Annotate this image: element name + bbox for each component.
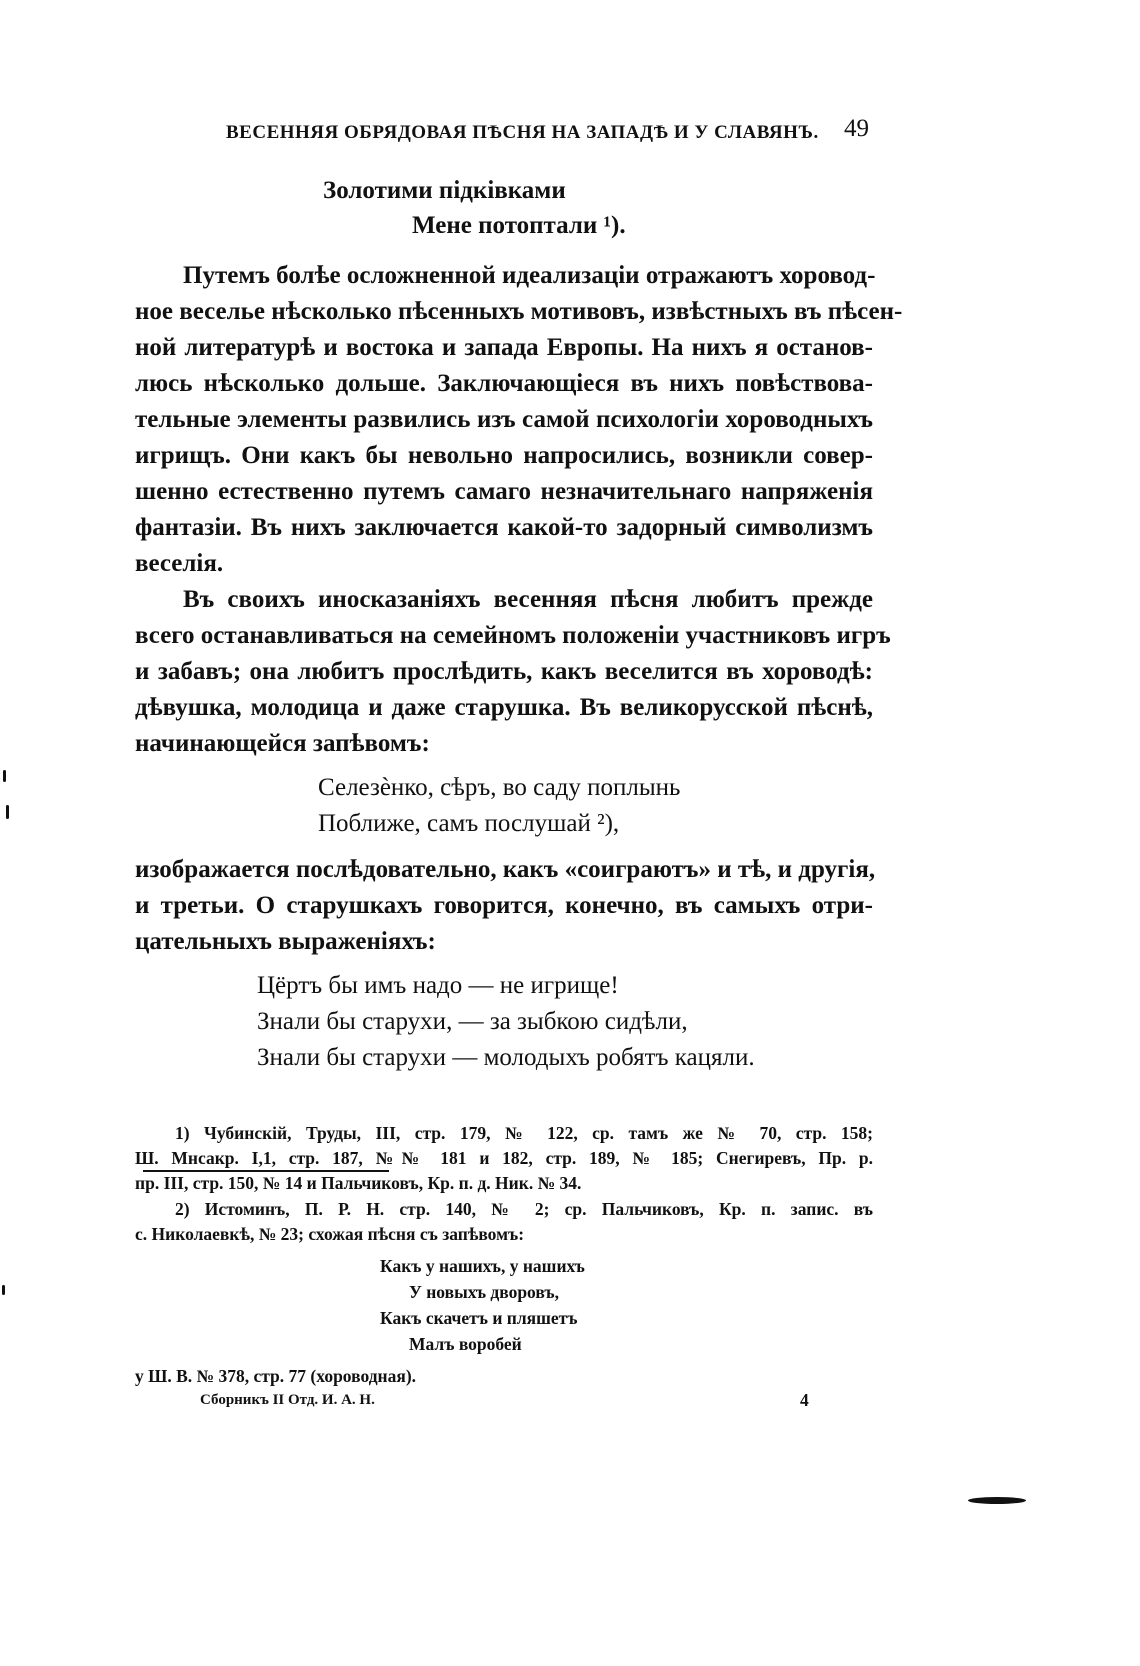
paragraph-line: шенно естественно путемъ самаго незначительнаго напряженія (135, 478, 873, 505)
paragraph-line: дѣвушка, молодица и даже старушка. Въ великорусской пѣснѣ, (135, 694, 873, 721)
verse-line: Мене потоптали ¹). (412, 212, 626, 239)
scan-mark (6, 805, 9, 819)
paragraph-line: и забавъ; она любитъ прослѣдить, какъ веселится въ хороводѣ: (135, 658, 873, 685)
paragraph-line: ное веселье нѣсколько пѣсенныхъ мотивовъ, извѣстныхъ въ пѣсен- (135, 298, 903, 325)
running-title: ВЕСЕННЯЯ ОБРЯДОВАЯ ПѢСНЯ НА ЗАПАДѢ И У СЛАВЯНЪ. (226, 122, 819, 143)
verse-line: Селезѐнко, сѣръ, во саду поплынь (318, 774, 681, 801)
paragraph-line: и третьи. О старушкахъ говорится, конечно, въ самыхъ отри- (135, 892, 873, 919)
paragraph-line: начинающейся запѣвомъ: (135, 730, 430, 757)
paragraph-line: люсь нѣсколько дольше. Заключающіеся въ нихъ повѣствова- (135, 370, 873, 397)
paragraph-line: ной литературѣ и востока и запада Европы. На нихъ я останов- (135, 334, 873, 361)
footnote-verse-line: Какъ скачетъ и пляшетъ (380, 1308, 578, 1328)
verse-line: Золотими підківками (323, 177, 566, 204)
verse-line: Поближе, самъ послушай ²), (318, 810, 620, 837)
paragraph-line: Путемъ болѣе осложненной идеализаціи отражаютъ хоровод- (183, 262, 876, 289)
paragraph-line: Въ своихъ иносказаніяхъ весенняя пѣсня любитъ прежде (183, 586, 873, 613)
scan-mark (2, 1285, 5, 1295)
footnote-rule (143, 1170, 389, 1172)
footnote-line: пр. III, стр. 150, № 14 и Пальчиковъ, Кр. п. д. Ник. № 34. (135, 1173, 582, 1193)
verse-line: Знали бы старухи, — за зыбкою сидѣли, (257, 1008, 688, 1035)
paragraph-line: веселія. (135, 550, 224, 577)
verse-line: Знали бы старухи — молодыхъ робятъ кацяли. (257, 1044, 755, 1071)
scan-smudge (968, 1497, 1026, 1504)
page-number: 49 (844, 115, 869, 142)
footnote-verse-line: Малъ воробей (409, 1334, 522, 1354)
paragraph-line: игрищъ. Они какъ бы невольно напросились, возникли совер- (135, 442, 873, 469)
paragraph-line: тельные элементы развились изъ самой психологіи хороводныхъ (135, 406, 873, 433)
paragraph-line: всего останавливаться на семейномъ положеніи участниковъ игръ (135, 622, 891, 649)
footnote-verse-line: У новыхъ дворовъ, (409, 1282, 559, 1302)
footnote-line: 1) Чубинскій, Труды, III, стр. 179, № 122, ср. тамъ же № 70, стр. 158; (175, 1123, 873, 1143)
paragraph-line: изображается послѣдовательно, какъ «соиграютъ» и тѣ, и другія, (135, 856, 876, 883)
scan-mark (3, 770, 6, 782)
paragraph-line: фантазіи. Въ нихъ заключается какой-то задорный символизмъ (135, 514, 873, 541)
sheet-number: 4 (800, 1390, 809, 1410)
footnote-line: 2) Истоминъ, П. Р. Н. стр. 140, № 2; ср. Пальчиковъ, Кр. п. запис. въ (175, 1199, 873, 1219)
signature-mark: Сборникъ II Отд. И. А. Н. (200, 1392, 375, 1408)
footnote-line: Ш. Мнсакр. I,1, стр. 187, №№ 181 и 182, стр. 189, № 185; Снегиревъ, Пр. р. (135, 1148, 873, 1168)
footnote-line: у Ш. В. № 378, стр. 77 (хороводная). (135, 1366, 417, 1386)
footnote-line: с. Николаевкѣ, № 23; схожая пѣсня съ запѣвомъ: (135, 1224, 525, 1244)
verse-line: Цёртъ бы имъ надо — не игрище! (257, 972, 619, 999)
paragraph-line: цательныхъ выраженіяхъ: (135, 928, 436, 955)
footnote-verse-line: Какъ у нашихъ, у нашихъ (380, 1256, 585, 1276)
